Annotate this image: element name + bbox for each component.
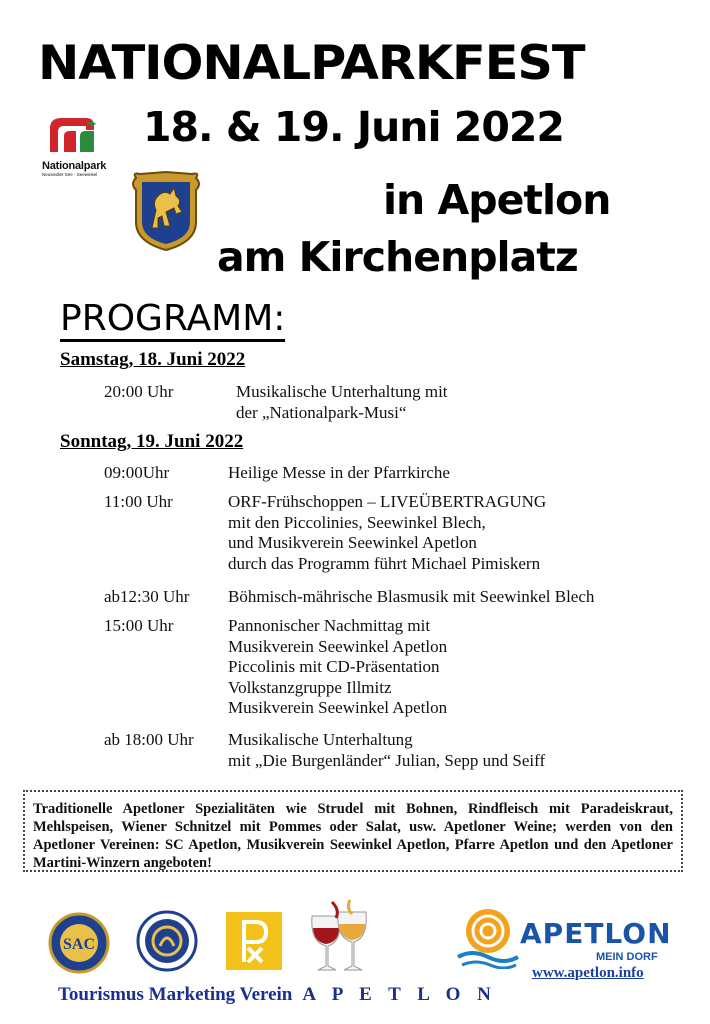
event-time: 20:00 Uhr xyxy=(104,382,174,401)
event-description: Pannonischer Nachmittag mit Musikverein Seewinkel Apetlon Piccolinis mit CD-Präsentation Volkstanzgruppe Illmitz Musikverein Seewinkel Apetlon xyxy=(228,616,448,717)
event-description: ORF-Frühschoppen – LIVEÜBERTRAGUNG mit den Piccolinies, Seewinkel Blech, und Musikverein Seewinkel Apetlon durch das Programm führt Michael Pimiskern xyxy=(228,492,547,573)
footer-org: Tourismus Marketing Verein xyxy=(58,984,293,1005)
event-time: 09:00Uhr xyxy=(104,463,170,482)
event-time: ab12:30 Uhr xyxy=(104,587,190,606)
event-description: Böhmisch-mährische Blasmusik mit Seewinkel Blech xyxy=(228,587,595,606)
event-time: ab 18:00 Uhr xyxy=(104,730,194,749)
musikverein-logo-icon xyxy=(136,910,198,972)
saturday-heading: Samstag, 18. Juni 2022 xyxy=(60,349,246,370)
apetlon-website-link[interactable]: www.apetlon.info xyxy=(532,965,644,981)
event-dates: 18. & 19. Juni 2022 xyxy=(143,103,564,151)
wine-glasses-icon xyxy=(306,898,372,976)
apetlon-sun-icon xyxy=(456,905,520,969)
sportclub-logo-icon xyxy=(48,912,110,974)
event-place: in Apetlon xyxy=(383,176,611,224)
event-description: Musikalische Unterhaltung mit der „Nationalpark-Musi“ xyxy=(236,382,448,422)
event-time: 11:00 Uhr xyxy=(104,492,173,511)
apetlon-brand-name: APETLON xyxy=(520,917,672,950)
nationalpark-name: Nationalpark xyxy=(42,160,107,172)
event-square: am Kirchenplatz xyxy=(217,233,578,281)
programm-heading: PROGRAMM: xyxy=(60,299,285,342)
specialties-info-box xyxy=(23,790,683,872)
event-title: NATIONALPARKFEST xyxy=(38,36,585,91)
event-description: Musikalische Unterhaltung mit „Die Burgenländer“ Julian, Sepp und Seiff xyxy=(228,730,546,770)
svg-text:SAC: SAC xyxy=(62,936,96,953)
sunday-heading: Sonntag, 19. Juni 2022 xyxy=(60,431,244,452)
pfarre-logo-icon xyxy=(226,912,282,970)
apetlon-crest-icon xyxy=(130,170,202,252)
nationalpark-logo xyxy=(42,114,134,177)
event-time: 15:00 Uhr xyxy=(104,616,174,635)
event-description: Heilige Messe in der Pfarrkirche xyxy=(228,463,450,482)
footer-organizer xyxy=(58,984,497,1006)
nationalpark-mark-icon xyxy=(46,114,98,154)
footer-name: A P E T L O N xyxy=(302,984,497,1005)
specialties-text: Traditionelle Apetloner Spezialitäten wie Strudel mit Bohnen, Rindfleisch mit Paradeiskraut, Mehlspeisen, Wiener Schnitzel mit Pommes oder Salat, usw. Apetloner Weine; werden von den Apetloner Vereinen: SC Apetlon, Musikverein Seewinkel Apetlon, Pfarre Apetlon und den Apetloner Martini-Winzern angeboten! xyxy=(33,801,673,871)
apetlon-brand-tagline: MEIN DORF xyxy=(596,951,658,963)
nationalpark-subtitle: Neusiedler See - Seewinkel xyxy=(42,172,98,177)
